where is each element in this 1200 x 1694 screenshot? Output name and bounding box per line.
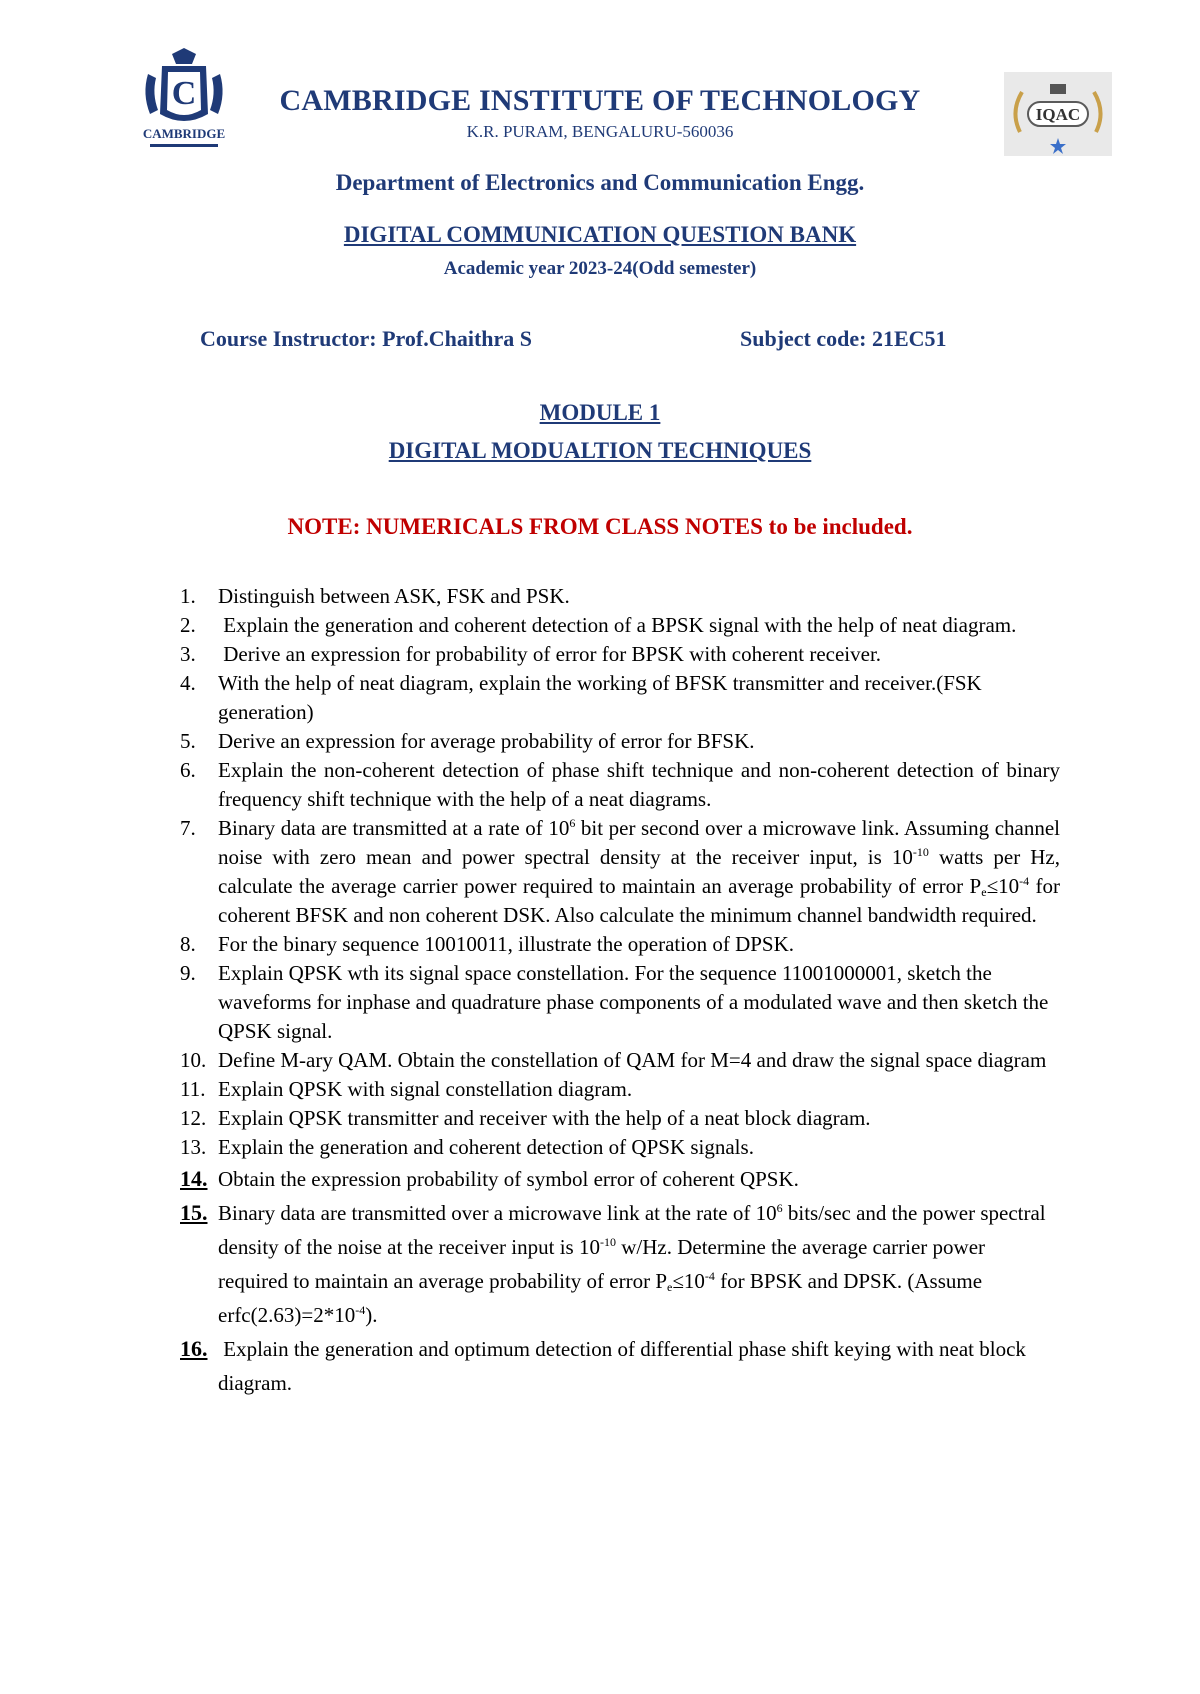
question-text: Obtain the expression probability of symbol error of coherent QPSK. xyxy=(218,1167,799,1191)
question-item xyxy=(180,1162,1060,1196)
question-number: 11. xyxy=(180,1077,206,1101)
question-number: 15. xyxy=(180,1200,208,1225)
question-number: 16. xyxy=(180,1336,208,1361)
question-number: 1. xyxy=(180,584,196,608)
question-item xyxy=(180,727,1060,756)
subject-code: Subject code: 21EC51 xyxy=(740,326,947,351)
question-text: Derive an expression for average probability of error for BFSK. xyxy=(218,729,755,753)
question-item xyxy=(180,669,1060,727)
svg-text:C: C xyxy=(171,75,197,112)
iqac-logo xyxy=(1004,72,1112,156)
question-item xyxy=(180,640,1060,669)
question-item xyxy=(180,756,1060,814)
question-list xyxy=(180,582,1060,1400)
question-number: 13. xyxy=(180,1135,207,1159)
question-text: Binary data are transmitted at a rate of $10^6$ bit per second over a microwave link. Assuming channel noise with zero mean and power spectral density at the receiver input, is $10^{-10}$ watts per Hz, calculate the average carrier power required to maintain an average probability of error $P_e\le 10^{-4}$ for coherent BFSK and non coherent DSK. Also calculate the minimum channel bandwidth required. xyxy=(218,816,1060,927)
question-number: 2. xyxy=(180,613,196,637)
question-text: With the help of neat diagram, explain the working of BFSK transmitter and receiver.(FSK generation) xyxy=(218,671,982,724)
question-item xyxy=(180,930,1060,959)
question-text: Explain QPSK wth its signal space constellation. For the sequence 11001000001, sketch the waveforms for inphase and quadrature phase components of a modulated wave and then sketch the QPSK signal. xyxy=(218,961,1049,1043)
svg-text:IQAC: IQAC xyxy=(1035,105,1081,124)
question-number: 7. xyxy=(180,816,196,840)
question-text: Binary data are transmitted over a microwave link at the rate of $10^6$ bits/sec and the power spectral density of the noise at the receiver input is $10^{-10}$ w/Hz. Determine the average carrier power required to maintain an average probability of error $P_e\le 10^{-4}$ for BPSK and DPSK. (Assume $erfc(2.63)=2*10^{-4}$). xyxy=(218,1201,1046,1327)
question-item xyxy=(180,1046,1060,1075)
question-text: Explain the generation and coherent detection of a BPSK signal with the help of neat diagram. xyxy=(218,613,1017,637)
question-number: 3. xyxy=(180,642,196,666)
question-text: Explain the non-coherent detection of phase shift technique and non-coherent detection of binary frequency shift technique with the help of a neat diagrams. xyxy=(218,758,1060,811)
module-title: DIGITAL MODUALTION TECHNIQUES xyxy=(388,438,812,463)
module-heading: MODULE 1 xyxy=(539,400,661,425)
question-number: 9. xyxy=(180,961,196,985)
question-number: 5. xyxy=(180,729,196,753)
question-item xyxy=(180,1133,1060,1162)
svg-text:CAMBRIDGE: CAMBRIDGE xyxy=(142,126,226,141)
question-text: Define M-ary QAM. Obtain the constellation of QAM for M=4 and draw the signal space diagram xyxy=(218,1048,1047,1072)
course-instructor: Course Instructor: Prof.Chaithra S xyxy=(200,326,533,351)
question-text: For the binary sequence 10010011, illustrate the operation of DPSK. xyxy=(218,932,795,956)
question-text: Explain QPSK with signal constellation diagram. xyxy=(218,1077,633,1101)
academic-year: Academic year 2023-24(Odd semester) xyxy=(443,258,757,279)
question-number: 8. xyxy=(180,932,196,956)
department-title: Department of Electronics and Communication Engg. xyxy=(335,170,865,195)
institution-name: CAMBRIDGE INSTITUTE OF TECHNOLOGY xyxy=(279,84,921,117)
question-text: Explain QPSK transmitter and receiver with the help of a neat block diagram. xyxy=(218,1106,871,1130)
question-text: Distinguish between ASK, FSK and PSK. xyxy=(218,584,570,608)
question-item xyxy=(180,959,1060,1046)
question-number: 10. xyxy=(180,1048,207,1072)
note-text: NOTE: NUMERICALS FROM CLASS NOTES to be included. xyxy=(287,514,913,539)
question-item xyxy=(180,582,1060,611)
question-item xyxy=(180,1332,1060,1400)
question-item xyxy=(180,1104,1060,1133)
question-number: 14. xyxy=(180,1166,208,1191)
institution-address: K.R. PURAM, BENGALURU-560036 xyxy=(466,122,734,141)
cambridge-logo xyxy=(128,44,240,156)
question-text: Explain the generation and optimum detection of differential phase shift keying with neat block diagram. xyxy=(218,1337,1032,1395)
question-item xyxy=(180,611,1060,640)
document-title: DIGITAL COMMUNICATION QUESTION BANK xyxy=(343,222,857,247)
question-text: Derive an expression for probability of error for BPSK with coherent receiver. xyxy=(218,642,882,666)
question-item xyxy=(180,1196,1060,1332)
question-number: 4. xyxy=(180,671,196,695)
question-item xyxy=(180,814,1060,930)
question-item xyxy=(180,1075,1060,1104)
question-text: Explain the generation and coherent detection of QPSK signals. xyxy=(218,1135,754,1159)
question-number: 6. xyxy=(180,758,196,782)
question-number: 12. xyxy=(180,1106,207,1130)
